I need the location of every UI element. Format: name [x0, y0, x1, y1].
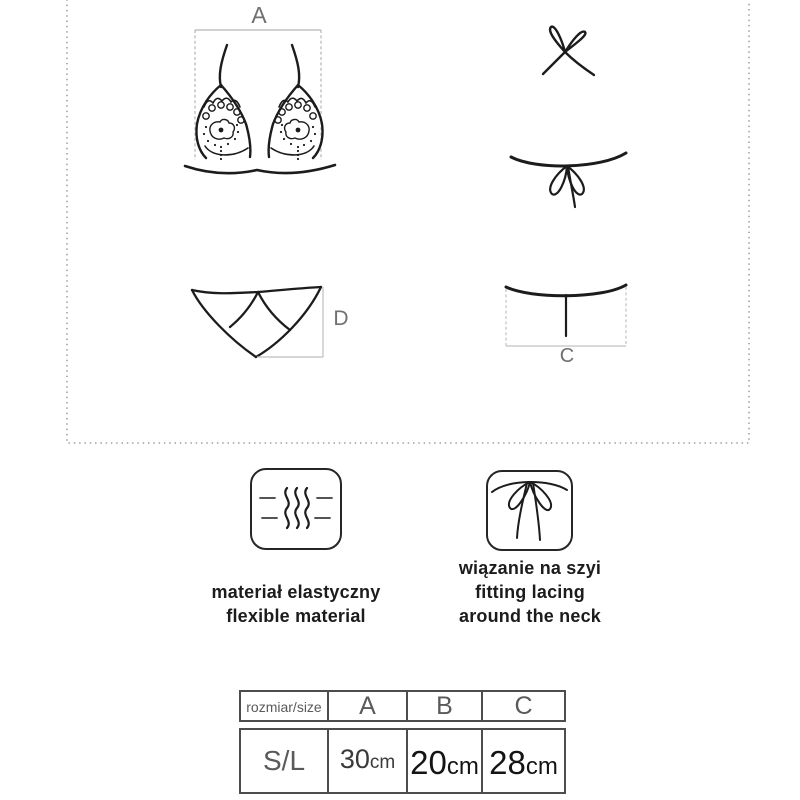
value-unit: cm — [369, 752, 396, 773]
neck-lacing-icon — [486, 470, 573, 551]
value-number: 30 — [339, 744, 370, 774]
value-unit: cm — [446, 753, 479, 780]
caption-line: wiązanie na szyi — [458, 558, 602, 578]
bra-width-bracket — [195, 30, 321, 160]
measure-c-value — [481, 730, 564, 792]
size-table-header — [239, 690, 566, 722]
size-value: S/L — [262, 745, 306, 776]
size-table-header-a: A — [327, 692, 406, 721]
brief-height-bracket — [257, 287, 323, 357]
value-unit: cm — [525, 753, 558, 780]
size-table-header-label: rozmiar/size — [246, 698, 322, 715]
elastic-material-caption — [184, 580, 408, 628]
bra-underband — [185, 165, 335, 173]
measure-label-d: D — [333, 307, 349, 330]
back-band-bow-drawing — [511, 153, 626, 207]
caption-line: around the neck — [458, 606, 602, 626]
measure-label-c: C — [559, 345, 575, 367]
size-table-header-b: B — [406, 692, 481, 721]
measure-label-a: A — [251, 2, 267, 28]
neck-lacing-caption — [419, 556, 641, 628]
value-number: 28 — [489, 744, 526, 781]
brief-front-drawing — [192, 287, 321, 357]
neck-tie-bow-drawing — [543, 27, 594, 75]
value-number: 20 — [410, 744, 447, 781]
lacing-bow-glyph — [488, 472, 570, 548]
caption-line: flexible material — [226, 606, 366, 626]
size-table-row — [239, 728, 566, 794]
caption-line: materiał elastyczny — [211, 582, 381, 602]
elastic-material-icon — [250, 468, 342, 550]
dotted-frame — [67, 0, 749, 443]
brief-back-drawing — [506, 285, 626, 336]
measure-b-value — [406, 730, 481, 792]
measure-a-value — [327, 730, 406, 792]
caption-line: fitting lacing — [475, 582, 585, 602]
bra-front-drawing — [185, 45, 335, 173]
elastic-waves-glyph — [252, 470, 339, 547]
size-table-header-c: C — [481, 692, 564, 721]
